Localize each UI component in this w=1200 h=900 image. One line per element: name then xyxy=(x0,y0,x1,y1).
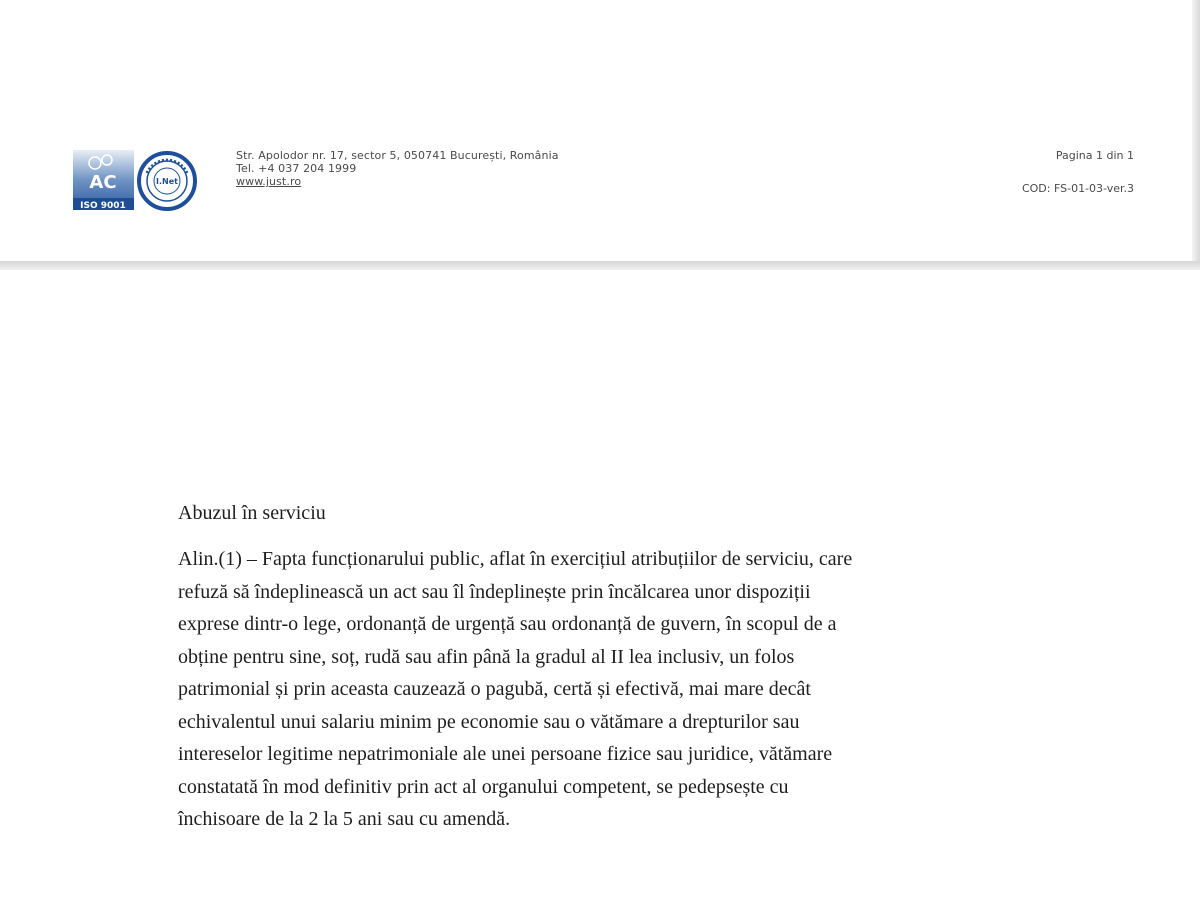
ac-logo xyxy=(73,150,134,210)
paragraph-line: refuză să îndeplinească un act sau îl îndeplinește prin încălcarea unor dispoziții xyxy=(178,580,811,603)
page-number: Pagina 1 din 1 xyxy=(1055,149,1134,162)
website-link[interactable]: www.just.ro xyxy=(236,175,302,188)
paragraph-line: patrimonial și prin aceasta cauzează o pagubă, certă și efectivă, mai mare decât xyxy=(178,678,811,700)
contact-block xyxy=(236,149,559,188)
paragraph-line: exprese dintr-o lege, ordonanță de urgență sau ordonanță de guvern, în scopul de a xyxy=(178,613,837,635)
org-seal-logo xyxy=(137,151,197,211)
paragraph-line: echivalentul unui salariu minim pe economie sau o vătămare a drepturilor sau xyxy=(178,710,800,733)
paragraph-line: constatată în mod definitiv prin act al organului competent, se pedepsește cu xyxy=(178,775,789,798)
svg-text:ISO 9001: ISO 9001 xyxy=(80,201,126,210)
paragraph-line: obține pentru sine, soț, rudă sau afin până la gradul al II lea inclusiv, un folos xyxy=(178,645,795,668)
paragraph-line: închisoare de la 2 la 5 ani sau cu amendă. xyxy=(178,808,511,830)
document-title: Abuzul în serviciu xyxy=(178,502,326,524)
document-code: COD: FS-01-03-ver.3 xyxy=(1021,182,1134,195)
page-separator xyxy=(0,261,1200,270)
page-edge-shadow xyxy=(1192,0,1200,262)
article-paragraph xyxy=(178,543,1008,836)
document-body xyxy=(178,497,1008,836)
svg-text:I.Net: I.Net xyxy=(156,177,178,186)
paragraph-line: Alin.(1) – Fapta funcționarului public, aflat în exercițiul atribuțiilor de serviciu, care xyxy=(178,548,853,570)
page-info xyxy=(1022,149,1134,195)
page-header-area xyxy=(0,0,1200,262)
svg-text:AC: AC xyxy=(89,172,117,193)
paragraph-line: intereselor legitime nepatrimoniale ale unei persoane fizice sau juridice, vătămare xyxy=(178,743,833,765)
address-text: Str. Apolodor nr. 17, sector 5, 050741 București, România xyxy=(236,149,559,162)
phone-text: Tel. +4 037 204 1999 xyxy=(236,162,357,175)
